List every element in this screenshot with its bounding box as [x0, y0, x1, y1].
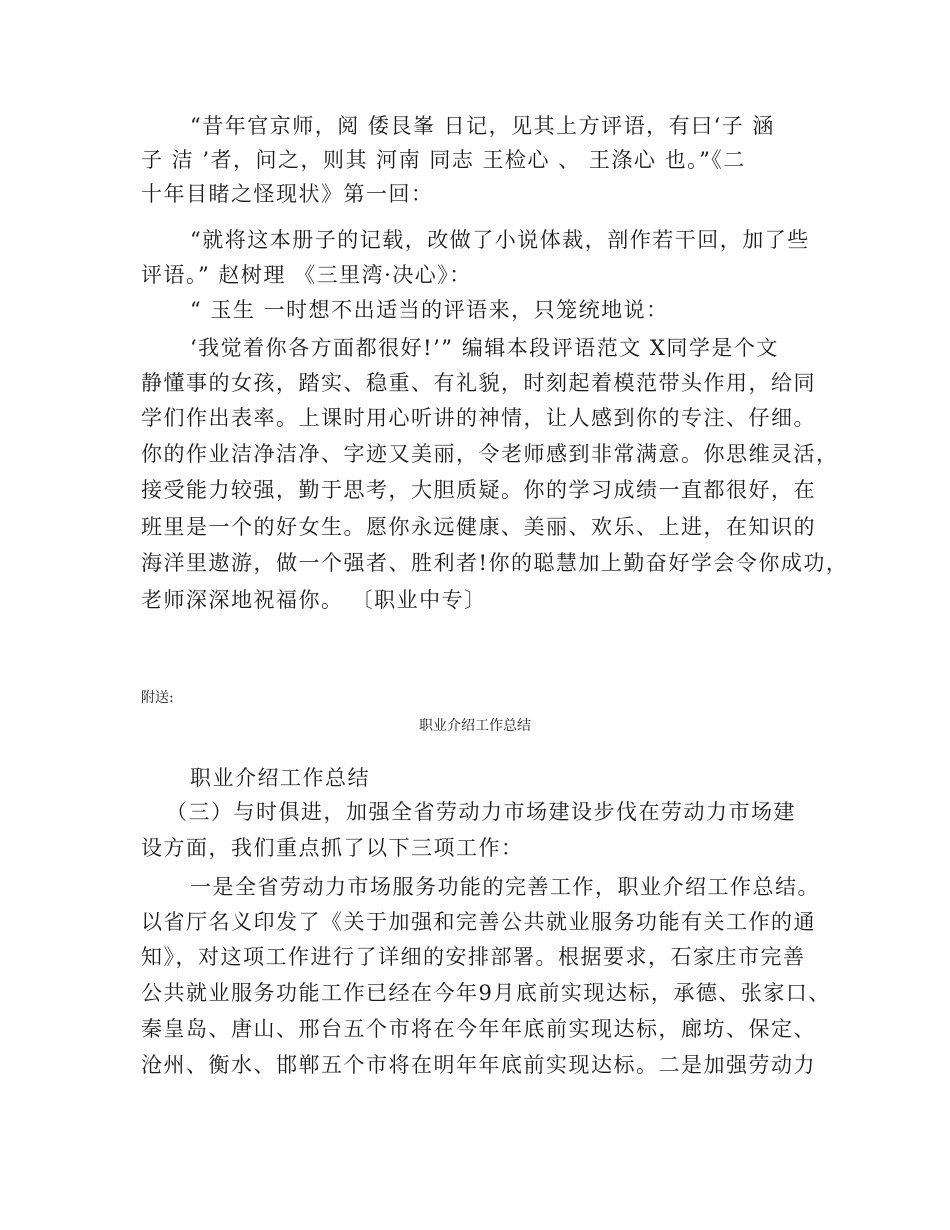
- paragraph-line: “昔年官京师，阅 倭艮峯 日记，见其上方评语，有曰‘子 涵: [190, 114, 775, 138]
- paragraph-line: （三）与时俱进，加强全省劳动力市场建设步伐在劳动力市场建: [166, 800, 796, 824]
- paragraph-line: 知》，对这项工作进行了详细的安排部署。根据要求，石家庄市完善: [141, 945, 806, 969]
- paragraph-line: 学们作出表率。上课时用心听讲的神情，让人感到你的专注、仔细。: [141, 406, 816, 430]
- paragraph-line: 评语。” 赵树理 《三里湾·决心》：: [141, 263, 472, 287]
- paragraph-line: 设方面，我们重点抓了以下三项工作：: [141, 836, 524, 860]
- paragraph-line: 老师深深地祝福你。 〔职业中专〕: [141, 588, 487, 612]
- paragraph-line: ‘我觉着你各方面都很好!’” 编辑本段评语范文 X同学是个文: [190, 336, 779, 360]
- paragraph-line: 静懂事的女孩，踏实、稳重、有礼貌，时刻起着模范带头作用，给同: [141, 371, 816, 395]
- paragraph-line: “ 玉生 一时想不出适当的评语来，只笼统地说：: [190, 298, 669, 322]
- paragraph-line: “就将这本册子的记载，改做了小说体裁，剖作若干回，加了些: [190, 228, 810, 252]
- paragraph-line: 以省厅名义印发了《关于加强和完善公共就业服务功能有关工作的通: [141, 910, 816, 934]
- paragraph-line: 班里是一个的好女生。愿你永远健康、美丽、欢乐、上进，在知识的: [141, 515, 816, 539]
- appendix-title: 职业介绍工作总结: [419, 718, 531, 734]
- paragraph-line: 子 洁 ’者，问之，则其 河南 同志 王检心 、 王涤心 也。”《二: [141, 148, 746, 172]
- paragraph-line: 秦皇岛、唐山、邢台五个市将在今年年底前实现达标，廊坊、保定、: [141, 1017, 816, 1041]
- appendix-label: 附送:: [141, 690, 174, 706]
- paragraph-line: 一是全省劳动力市场服务功能的完善工作，职业介绍工作总结。: [190, 875, 820, 899]
- paragraph-line: 接受能力较强，勤于思考，大胆质疑。你的学习成绩一直都很好，在: [141, 478, 816, 502]
- paragraph-line: 公共就业服务功能工作已经在今年9月底前实现达标，承德、张家口、: [141, 981, 831, 1005]
- section-heading: 职业介绍工作总结: [190, 766, 370, 790]
- paragraph-line: 你的作业洁净洁净、字迹又美丽，令老师感到非常满意。你思维灵活，: [141, 442, 839, 466]
- paragraph-line: 沧州、衡水、邯郸五个市将在明年年底前实现达标。二是加强劳动力: [141, 1053, 816, 1077]
- paragraph-line: 十年目睹之怪现状》第一回：: [141, 182, 434, 206]
- paragraph-line: 海洋里遨游，做一个强者、胜利者!你的聪慧加上勤奋好学会令你成功，: [141, 551, 849, 575]
